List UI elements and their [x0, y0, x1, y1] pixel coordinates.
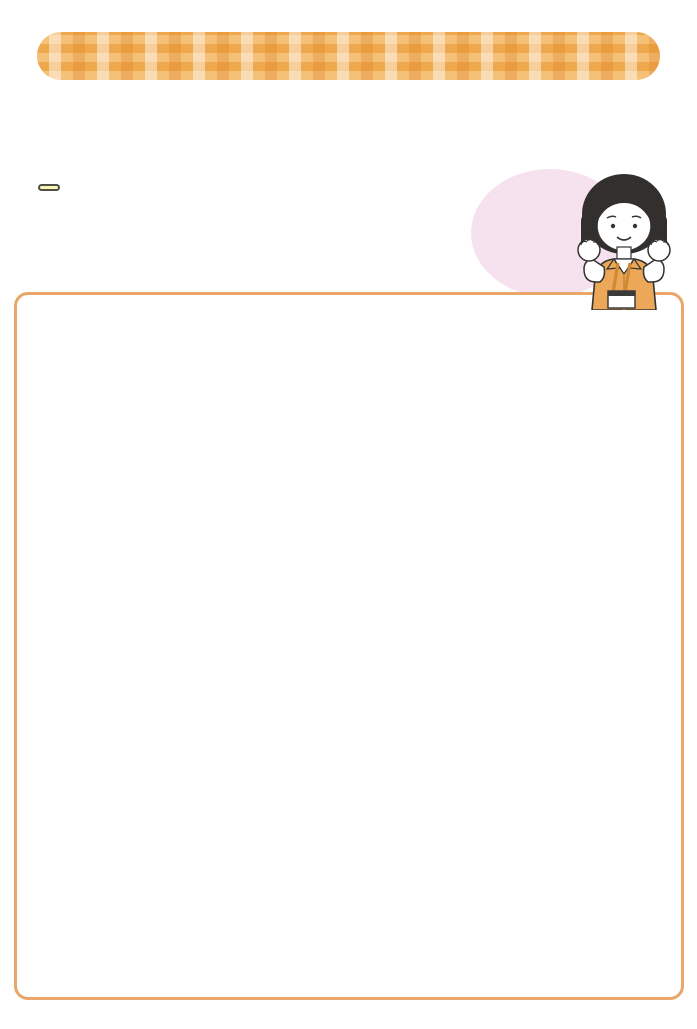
howto-label: [38, 184, 60, 191]
check-sheet-table: [14, 292, 684, 1000]
title-banner: [37, 32, 660, 80]
dietitian-illustration: [556, 170, 692, 310]
